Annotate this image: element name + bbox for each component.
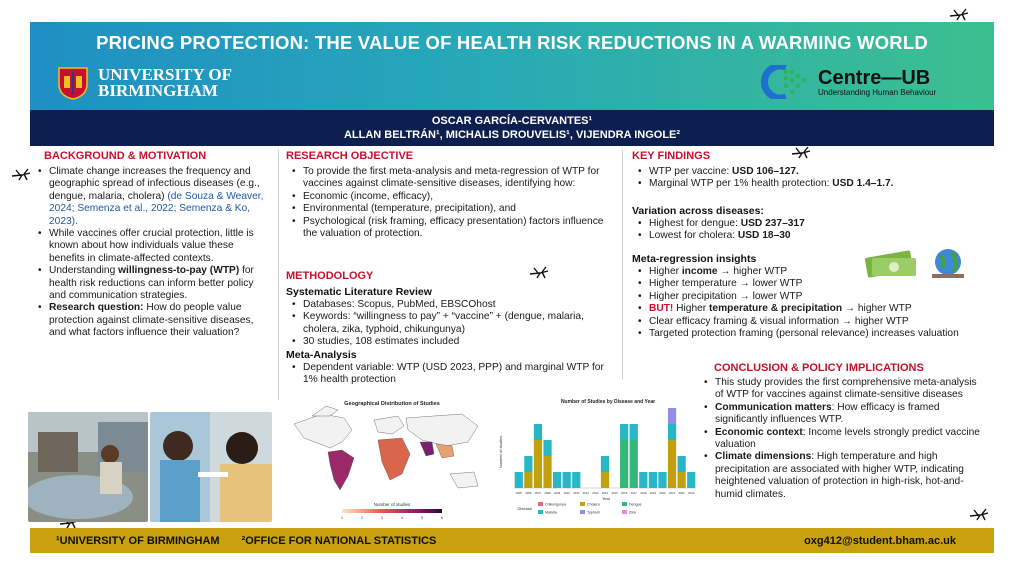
- bar-segment: [543, 440, 551, 456]
- bar-segment: [649, 472, 657, 488]
- legend-label: Zika: [629, 510, 636, 515]
- list-item: • Climate change increases the frequency and geographic spread of infectious diseases (e.g., dengue, malaria, cholera) (de Souza & Weaver, 2024; Semenza et al., 2022; Semenza & Ko, 2023).: [38, 166, 270, 228]
- x-tick-label: 2017: [630, 491, 637, 495]
- bar-segment: [563, 472, 571, 488]
- map-legend-tick: 6: [441, 516, 443, 520]
- list-item: • Higher income → higher WTP: [638, 266, 974, 278]
- bar-segment: [687, 472, 695, 488]
- bar-segment: [524, 456, 532, 472]
- chart-title: Number of Studies by Disease and Year: [560, 399, 656, 405]
- list-item: • Climate dimensions: High temperature and high precipitation are associated with higher WTP, indicating heightened valuation of protection in high-risk, hot-and-humid climates.: [704, 451, 984, 501]
- findings-list: [638, 166, 978, 191]
- objective-heading: RESEARCH OBJECTIVE: [286, 150, 414, 162]
- map-legend-tick: 2: [361, 516, 363, 520]
- list-item: • Higher temperature → lower WTP: [638, 278, 974, 290]
- university-logo: [56, 66, 232, 100]
- map-legend-tick: 1: [341, 516, 343, 520]
- bar-segment: [630, 440, 638, 488]
- methodology-heading: METHODOLOGY: [286, 270, 374, 282]
- bar-segment: [572, 472, 580, 488]
- author-bar: [30, 110, 994, 146]
- affiliation-2: ²OFFICE FOR NATIONAL STATISTICS: [241, 534, 437, 547]
- variation-heading: Variation across diseases:: [632, 205, 764, 217]
- centre-ub-logo: [760, 64, 936, 100]
- list-item: • Economic (income, efficacy),: [292, 191, 610, 203]
- bar-segment: [553, 472, 561, 488]
- university-crest-icon: [56, 66, 90, 100]
- column-divider: [278, 150, 279, 400]
- legend-label: Malaria: [545, 510, 557, 515]
- list-item: • WTP per vaccine: USD 106–127.: [638, 166, 978, 178]
- list-item: • Communication matters: How efficacy is framed significantly influences WTP.: [704, 402, 984, 427]
- x-tick-label: 2006: [525, 491, 532, 495]
- variation-list: [638, 218, 978, 243]
- x-tick-label: 2011: [573, 491, 580, 495]
- affiliation-1: ¹UNIVERSITY OF BIRMINGHAM: [56, 534, 220, 547]
- meta-analysis-list: [292, 362, 604, 387]
- x-tick-label: 2013: [592, 491, 599, 495]
- mosquito-icon: [528, 266, 554, 280]
- bar-segment: [601, 472, 609, 488]
- list-item: • 30 studies, 108 estimates included: [292, 336, 614, 348]
- money-globe-illustration: [862, 244, 972, 280]
- list-item: • Databases: Scopus, PubMed, EBSCOhost: [292, 299, 614, 311]
- chart-ylabel: Number of studies: [498, 435, 503, 469]
- bar-segment: [534, 440, 542, 488]
- x-tick-label: 2010: [563, 491, 570, 495]
- legend-label: Chikungunya: [545, 502, 566, 507]
- photo-vaccination: [150, 412, 272, 522]
- bar-segment: [620, 440, 628, 488]
- list-item: • To provide the first meta-analysis and meta-regression of WTP for vaccines against climate-sensitive diseases, identifying how:: [292, 166, 610, 191]
- objective-list: [292, 166, 610, 240]
- meta-regression-heading: Meta-regression insights: [632, 253, 757, 265]
- chart-xlabel: Year: [601, 496, 611, 501]
- x-tick-label: 2007: [534, 491, 542, 495]
- bar-segment: [524, 472, 532, 488]
- bar-segment: [639, 472, 647, 488]
- footer-bar: [30, 528, 994, 553]
- x-tick-label: 2008: [544, 491, 551, 495]
- list-item: • This study provides the first comprehensive meta-analysis of WTP for vaccines against climate-sensitive diseases: [704, 377, 984, 402]
- legend-swatch: [622, 510, 627, 514]
- map-legend-tick: 5: [421, 516, 423, 520]
- x-tick-label: 2019: [649, 491, 657, 495]
- legend-swatch: [538, 502, 543, 506]
- list-item: • BUT! Higher temperature & precipitation → higher WTP: [638, 303, 974, 315]
- x-tick-label: 2016: [621, 491, 628, 495]
- bar-segment: [668, 408, 676, 424]
- university-name-line1: UNIVERSITY OF: [98, 65, 232, 84]
- x-tick-label: 2021: [668, 491, 676, 495]
- bar-segment: [543, 456, 551, 488]
- legend-label: Typhoid: [587, 510, 600, 515]
- list-item: • Understanding willingness-to-pay (WTP) for health risk reductions can inform better policy and communication strategies.: [38, 265, 270, 302]
- bar-segment: [601, 456, 609, 472]
- poster-title: PRICING PROTECTION: THE VALUE OF HEALTH RISK REDUCTIONS IN A WARMING WORLD: [96, 32, 928, 53]
- x-tick-label: 2009: [553, 491, 561, 495]
- list-item: • Lowest for cholera: USD 18–30: [638, 230, 978, 242]
- legend-swatch: [580, 510, 585, 514]
- legend-title: Disease: [517, 506, 532, 511]
- map-legend-tick: 3: [381, 516, 383, 520]
- map-legend-gradient: [342, 509, 442, 513]
- legend-label: Dengue: [629, 502, 642, 507]
- mosquito-icon: [10, 168, 36, 182]
- map-figure: [282, 396, 502, 522]
- bar-segment: [668, 424, 676, 440]
- legend-swatch: [622, 502, 627, 506]
- photo-flooded-community: [28, 412, 148, 522]
- list-item: • Dependent variable: WTP (USD 2023, PPP) and marginal WTP for 1% health protection: [292, 362, 604, 387]
- mosquito-icon: [948, 8, 974, 22]
- university-name-line2: BIRMINGHAM: [98, 81, 218, 100]
- bar-segment: [515, 472, 523, 488]
- map-legend-title: Number of studies: [373, 502, 411, 507]
- bar-segment: [668, 440, 676, 488]
- contact-email[interactable]: oxg412@student.bham.ac.uk: [804, 534, 956, 547]
- x-tick-label: 2012: [582, 491, 589, 495]
- map-legend-tick: 4: [401, 516, 403, 520]
- list-item: • Targeted protection framing (personal relevance) increases valuation: [638, 328, 974, 340]
- author-line-1: OSCAR GARCÍA-CERVANTES¹: [431, 115, 593, 127]
- x-tick-label: 2015: [611, 491, 618, 495]
- x-tick-label: 2022: [678, 491, 685, 495]
- list-item: • Environmental (temperature, precipitation), and: [292, 203, 610, 215]
- conclusion-list: [704, 377, 984, 501]
- list-item: • Psychological (risk framing, efficacy presentation) factors influence the valuation of protection.: [292, 216, 610, 241]
- bar-segment: [620, 424, 628, 440]
- mosquito-icon: [968, 508, 994, 522]
- x-tick-label: 2018: [640, 491, 647, 495]
- map-title: Geographical Distribution of Studies: [344, 401, 440, 407]
- list-item: • Keywords: “willingness to pay” + “vaccine” + (dengue, malaria, cholera, zika, typhoid, chikungunya): [292, 311, 614, 336]
- list-item: • Research question: How do people value protection against climate-sensitive diseases, and what factors influence their valuation?: [38, 302, 270, 339]
- legend-swatch: [580, 502, 585, 506]
- centre-subtitle: Understanding Human Behaviour: [818, 87, 937, 97]
- list-item: • While vaccines offer crucial protection, little is known about how individuals value these benefits in climate-affected contexts.: [38, 228, 270, 265]
- column-divider: [622, 150, 623, 380]
- legend-label: Cholera: [587, 502, 600, 507]
- list-item: • Clear efficacy framing & visual information → higher WTP: [638, 316, 974, 328]
- findings-heading: KEY FINDINGS: [632, 150, 711, 162]
- list-item: • Highest for dengue: USD 237–317: [638, 218, 978, 230]
- bar-segment: [678, 472, 686, 488]
- bar-segment: [658, 472, 666, 488]
- bar-segment: [678, 456, 686, 472]
- world-map: [294, 406, 478, 490]
- author-line-2: ALLAN BELTRÁN¹, MICHALIS DROUVELIS¹, VIJENDRA INGOLE²: [343, 129, 681, 141]
- background-list: [38, 166, 270, 340]
- bar-segment: [630, 424, 638, 440]
- conclusion-heading: CONCLUSION & POLICY IMPLICATIONS: [714, 362, 924, 374]
- legend-swatch: [538, 510, 543, 514]
- meta-analysis-heading: Meta-Analysis: [286, 349, 357, 361]
- list-item: • Economic context: Income levels strongly predict vaccine valuation: [704, 427, 984, 452]
- list-item: • Marginal WTP per 1% health protection: USD 1.4–1.7.: [638, 178, 978, 190]
- slr-heading: Systematic Literature Review: [286, 286, 432, 298]
- map-legend-ticks: [341, 516, 443, 520]
- list-item: • Higher precipitation → lower WTP: [638, 291, 974, 303]
- x-tick-label: 2023: [688, 491, 695, 495]
- x-tick-label: 2005: [515, 491, 522, 495]
- mosquito-icon: [790, 146, 816, 160]
- background-heading: BACKGROUND & MOTIVATION: [44, 150, 207, 162]
- bar-segment: [534, 424, 542, 440]
- slr-list: [292, 299, 614, 349]
- centre-ub-mark-icon: [760, 65, 812, 99]
- x-tick-label: 2014: [601, 491, 609, 495]
- studies-bar-chart: [496, 396, 702, 522]
- centre-name: Centre—UB: [818, 66, 931, 89]
- x-tick-label: 2020: [659, 491, 666, 495]
- citation: (de Souza & Weaver, 2024; Semenza et al., 2022; Semenza & Ko, 2023).: [49, 190, 264, 227]
